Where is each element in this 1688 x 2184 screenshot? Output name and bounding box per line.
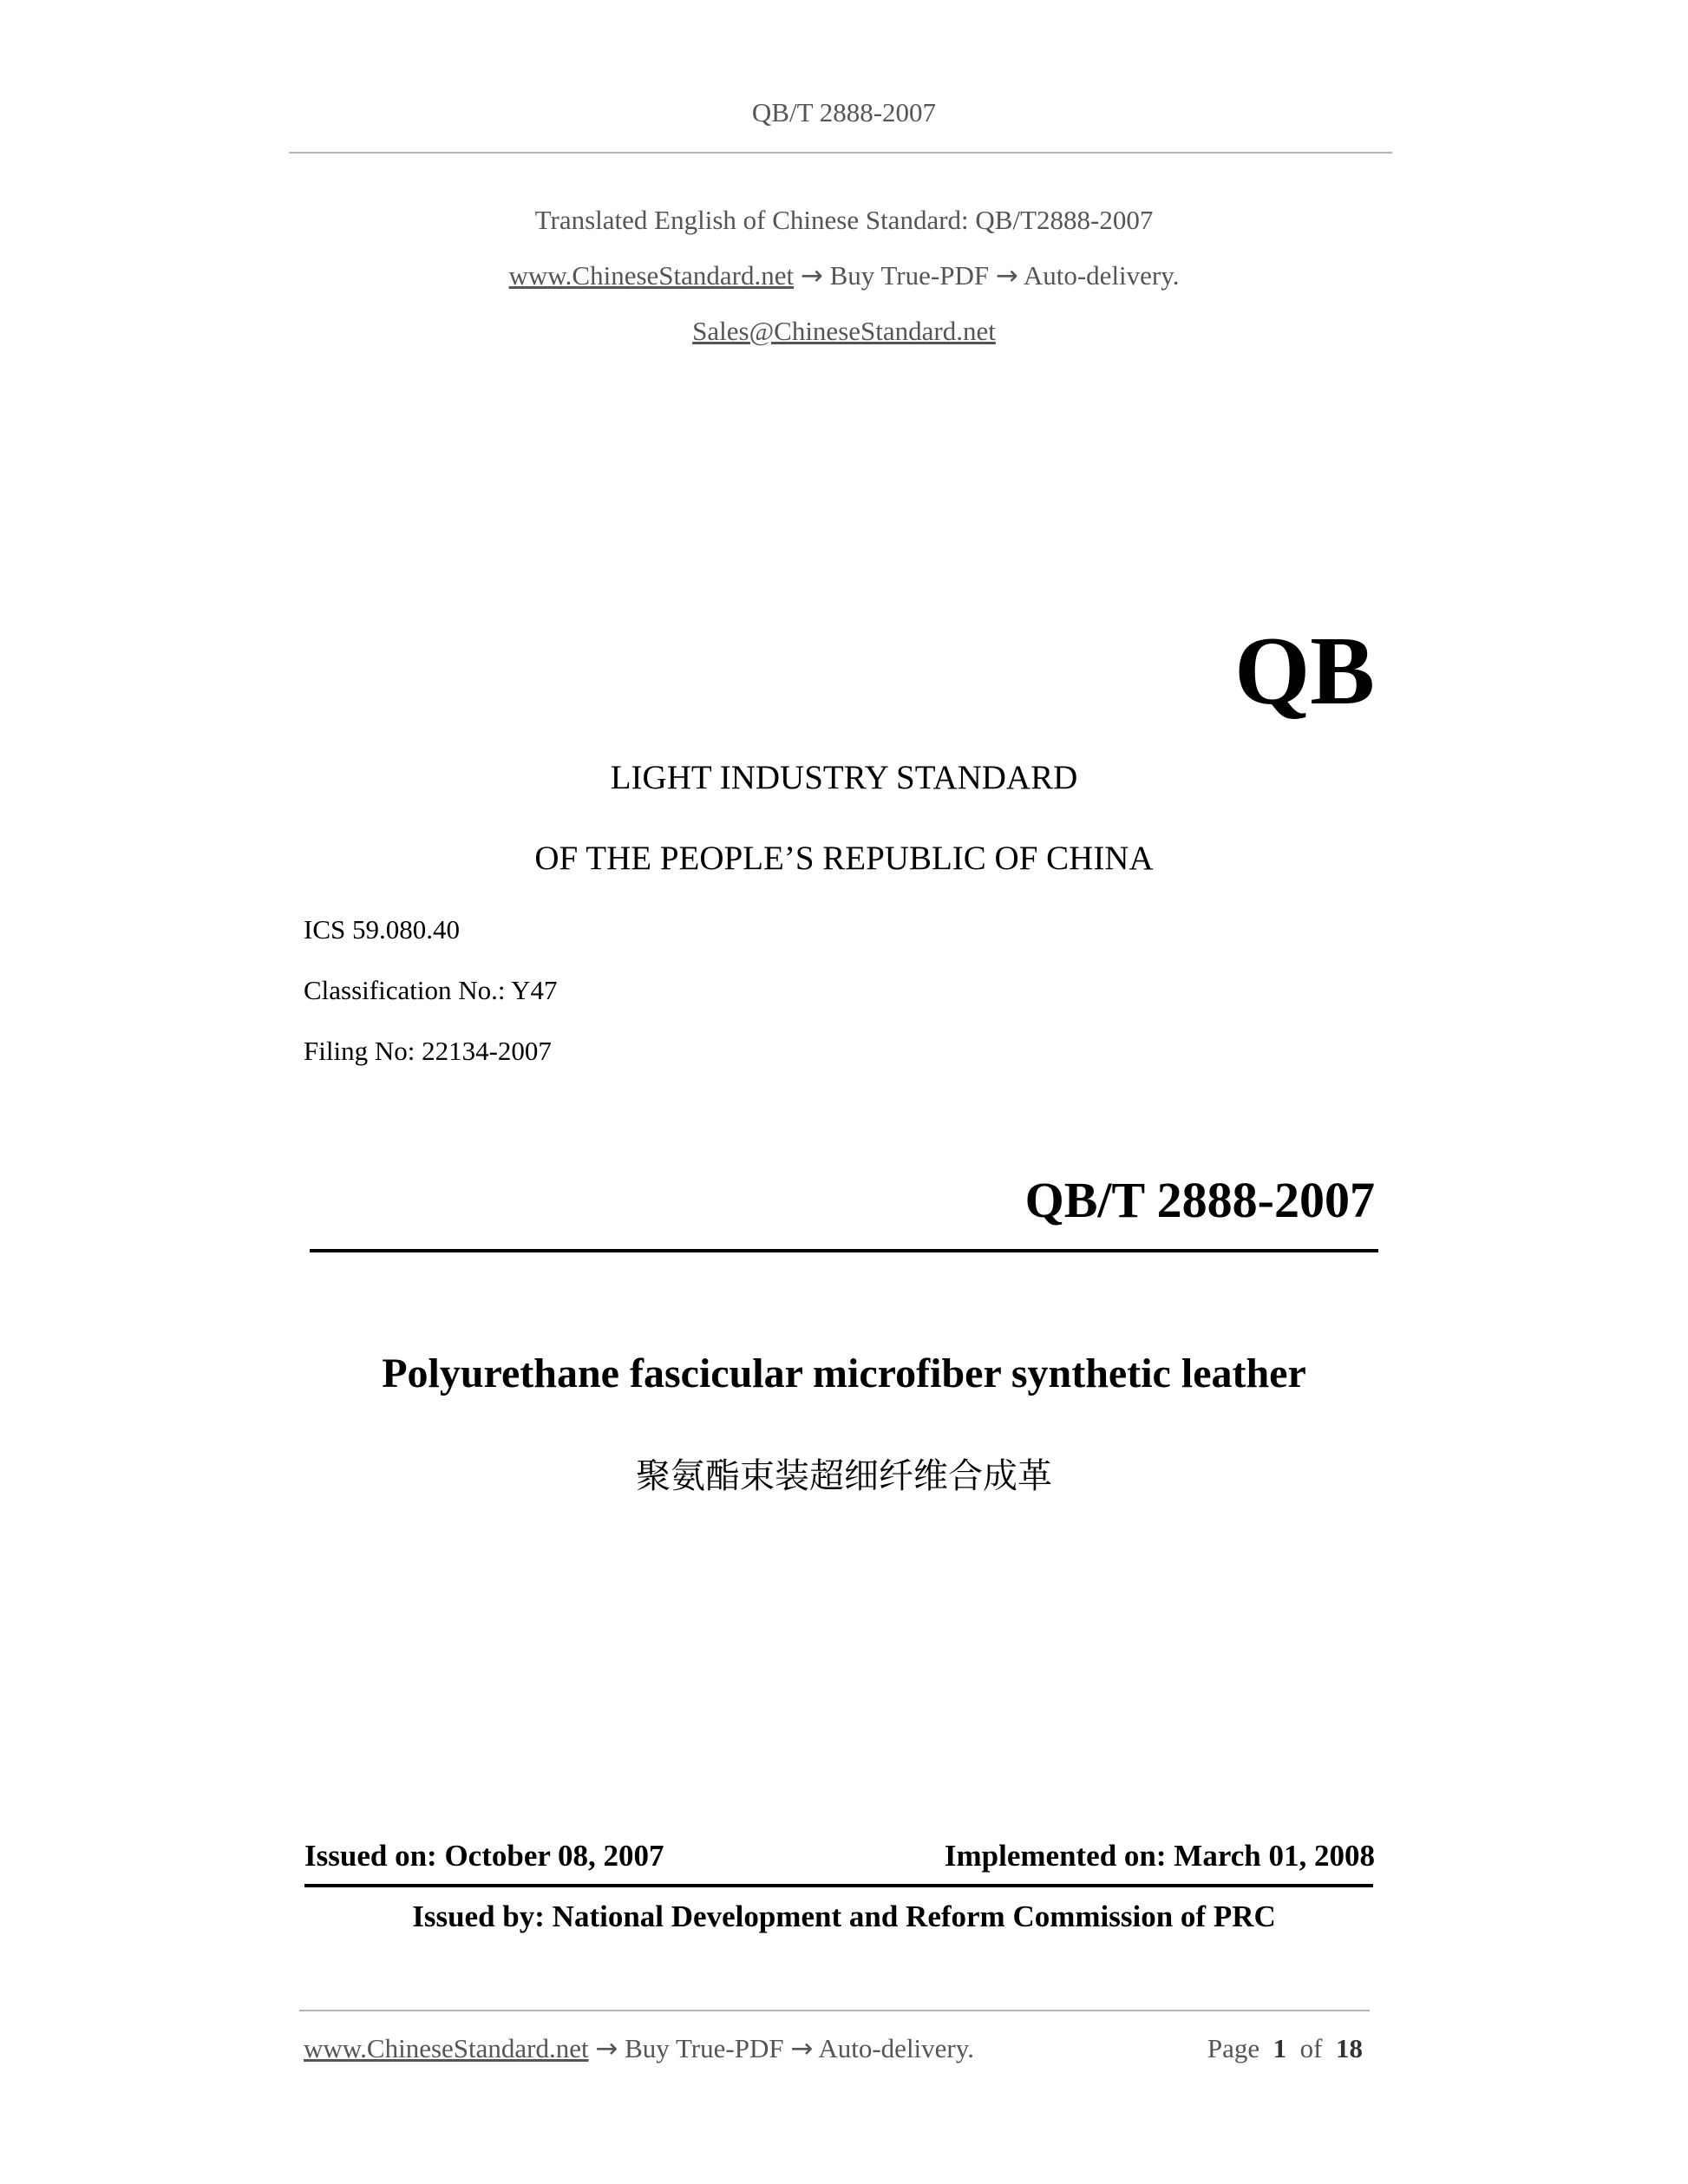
standard-logo: QB — [1234, 618, 1375, 725]
email-link[interactable]: Sales@ChineseStandard.net — [692, 316, 996, 346]
translation-notice: Translated English of Chinese Standard: QB/T2888-2007 — [534, 205, 1154, 235]
running-header: QB/T 2888-2007 — [751, 97, 937, 128]
page-indicator — [1207, 2033, 1363, 2064]
page-label: Page — [1207, 2033, 1260, 2063]
arrow-right-icon: → — [995, 260, 1018, 291]
page-of-label: of — [1299, 2033, 1323, 2063]
implemented-on-date: Implemented on: March 01, 2008 — [944, 1839, 1375, 1873]
footer-site-link[interactable]: www.ChineseStandard.net — [304, 2033, 589, 2063]
footer-delivery-text: Auto-delivery. — [818, 2033, 974, 2063]
filing-number: Filing No: 22134-2007 — [304, 1036, 552, 1066]
footer-buy-text: Buy True-PDF — [625, 2033, 784, 2063]
title-chinese: 聚氨酯束装超细纤维合成革 — [636, 1456, 1052, 1496]
code-divider — [310, 1249, 1378, 1252]
header-divider — [289, 152, 1392, 154]
standard-code: QB/T 2888-2007 — [1024, 1172, 1375, 1228]
email-line — [0, 316, 1688, 347]
standard-name-line1: LIGHT INDUSTRY STANDARD — [610, 759, 1078, 796]
purchase-line — [0, 260, 1688, 291]
dates-divider — [304, 1884, 1373, 1887]
page-total: 18 — [1336, 2033, 1363, 2063]
delivery-text: Auto-delivery. — [1023, 260, 1180, 291]
classification-number: Classification No.: Y47 — [304, 975, 558, 1005]
issuing-authority: Issued by: National Development and Reform Commission of PRC — [412, 1900, 1276, 1933]
footer-purchase-line — [304, 2033, 974, 2064]
arrow-right-icon: → — [595, 2033, 618, 2064]
arrow-right-icon: → — [790, 2033, 814, 2064]
title-english: Polyurethane fascicular microfiber synthetic leather — [382, 1350, 1306, 1396]
site-link[interactable]: www.ChineseStandard.net — [508, 260, 795, 291]
footer-divider — [299, 2010, 1370, 2011]
arrow-right-icon: → — [800, 260, 823, 291]
standard-name-line2: OF THE PEOPLE’S REPUBLIC OF CHINA — [534, 840, 1154, 877]
ics-number: ICS 59.080.40 — [304, 914, 460, 945]
buy-text: Buy True-PDF — [829, 260, 990, 291]
page-current: 1 — [1273, 2033, 1287, 2063]
issued-on-date: Issued on: October 08, 2007 — [304, 1839, 664, 1873]
